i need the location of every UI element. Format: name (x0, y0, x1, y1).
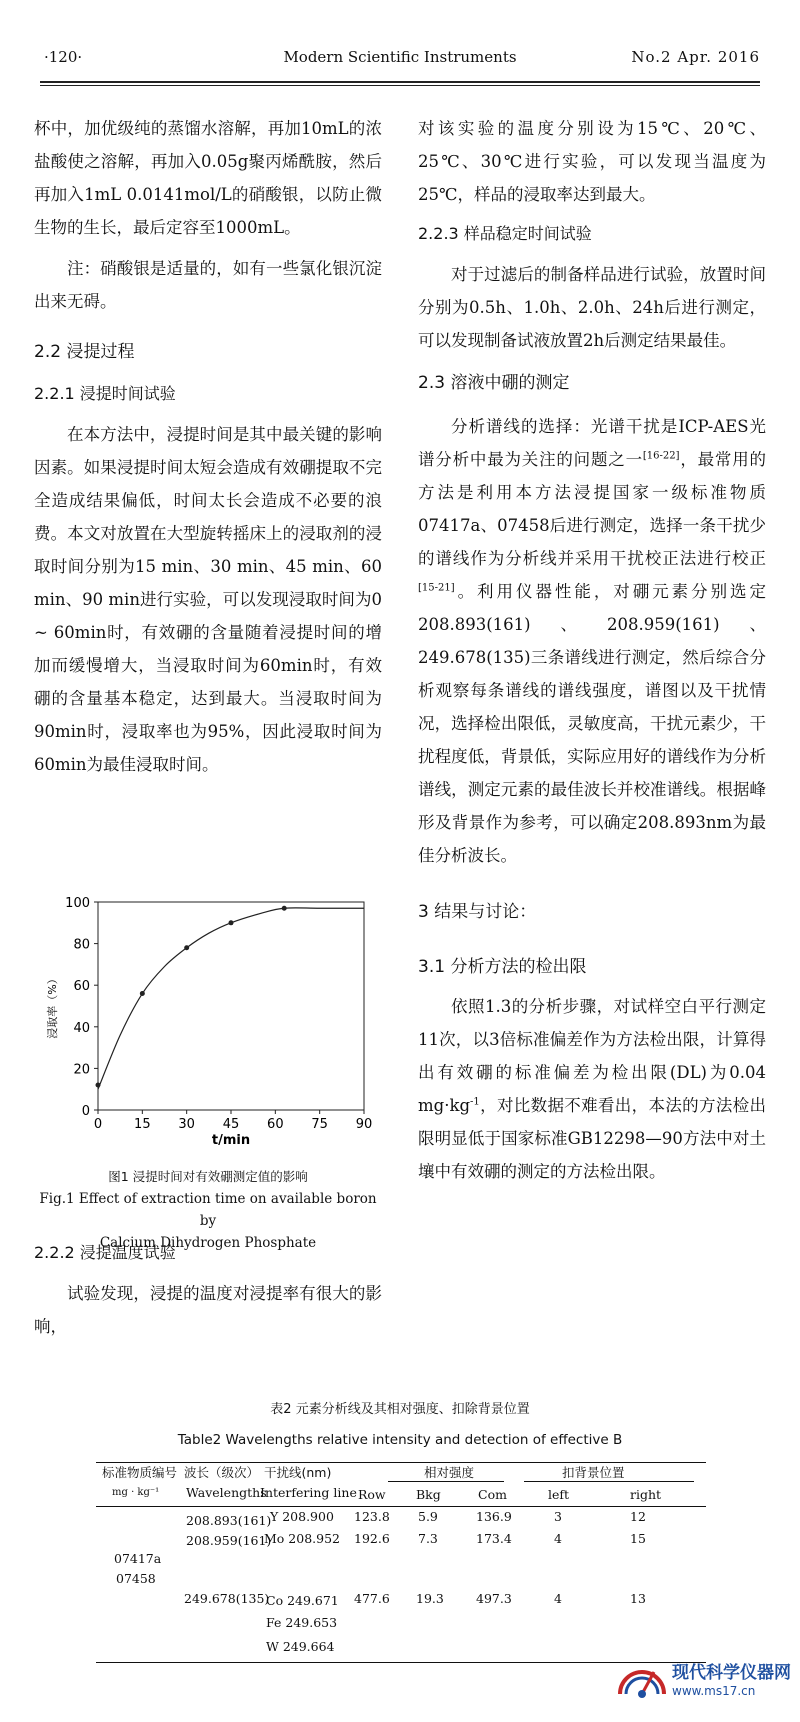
td-row: 123.8 (354, 1509, 390, 1524)
td-bkg: 5.9 (418, 1509, 438, 1524)
figure-caption-en-2: Calcium Dihydrogen Phosphate (99, 1235, 317, 1251)
th-bkg: Bkg (416, 1487, 441, 1502)
td-int: Y 208.900 (270, 1509, 334, 1524)
td-left: 4 (554, 1591, 562, 1606)
td-right: 12 (630, 1509, 646, 1524)
y-tick-label: 60 (73, 979, 90, 995)
header-rule-thick (40, 81, 760, 83)
paragraph (418, 410, 766, 872)
y-tick-label: 80 (73, 937, 90, 953)
y-axis-label: 浸取率（%） (46, 973, 59, 1039)
text-run: 分析谱线的选择：光谱干扰是ICP-AES光谱分析中最为关注的问题之一 (418, 417, 766, 469)
left-column-lower (34, 1236, 382, 1343)
table-top-rule (96, 1462, 706, 1463)
td-int: Mo 208.952 (264, 1531, 340, 1546)
td-com: 136.9 (476, 1509, 512, 1524)
y-tick-label: 40 (73, 1020, 90, 1036)
header-rule-thin (40, 85, 760, 86)
subsection-heading: 2.2.1 浸提时间试验 (34, 384, 176, 403)
x-tick-label: 45 (222, 1117, 240, 1132)
extraction-time-chart (40, 890, 380, 1148)
th-background: 扣背景位置 (562, 1465, 625, 1480)
x-tick-label: 90 (355, 1117, 373, 1132)
x-tick-label: 30 (178, 1117, 195, 1132)
th-row: Row (358, 1487, 386, 1502)
th-right: right (630, 1487, 662, 1502)
th-interfering-cn: 干扰线(nm) (264, 1465, 332, 1480)
gauge-icon (614, 1654, 670, 1710)
text-run: 依照1.3的分析步骤，对试样空白平行测定11次，以3倍标准偏差作为方法检出限，计算得出有效硼的标准偏差为检出限(DL)为0.04 mg·kg (418, 997, 766, 1115)
page-number: ·120· (44, 48, 83, 66)
data-point (184, 945, 189, 950)
paragraph: 杯中，加优级纯的蒸馏水溶解，再加10mL的浓盐酸使之溶解，再加入0.05g聚丙烯酰胺，然后再加入1mL 0.0141mol/L的硝酸银，以防止微生物的生长，最后定容至1000mL。 (34, 119, 382, 237)
x-tick-label: 75 (311, 1117, 328, 1132)
th-std: 标准物质编号 (102, 1465, 178, 1480)
paragraph (418, 990, 766, 1188)
data-point (229, 920, 234, 925)
section-heading: 2.2 浸提过程 (34, 342, 135, 362)
td-int: W 249.664 (266, 1639, 335, 1654)
figure-caption-en-1: Fig.1 Effect of extraction time on available boron by (39, 1191, 377, 1229)
td-right: 15 (630, 1531, 646, 1546)
right-column (418, 112, 766, 1188)
td-left: 4 (554, 1531, 562, 1546)
data-point (140, 991, 145, 996)
paragraph: 对于过滤后的制备样品进行试验，放置时间分别为0.5h、1.0h、2.0h、24h后进行测定，可以发现制备试液放置2h后测定结果最佳。 (418, 265, 766, 350)
left-column (34, 112, 382, 781)
td-int: Co 249.671 (266, 1593, 339, 1608)
paragraph: 在本方法中，浸提时间是其中最关键的影响因素。如果浸提时间太短会造成有效硼提取不完全造成结果偏低，时间太长会造成不必要的浪费。本文对放置在大型旋转摇床上的浸取剂的浸取时间分别为15 min、30 min、45 min、60 min、90 min进行实验，可以发现浸取时间为0 ~ 60min时，有效硼的含量随着浸提时间的增加而缓慢增大，当浸取时间为60min时，有效硼的含量基本稳定，达到最大。当浸取时间为90min时，浸取率也为95%，因此浸取时间为60min为最佳浸取时间。 (34, 425, 382, 774)
citation: [15-21] (418, 582, 455, 594)
td-bkg: 19.3 (416, 1591, 444, 1606)
y-tick-label: 100 (65, 896, 90, 911)
y-tick-label: 20 (73, 1062, 90, 1078)
logo-url: www.ms17.cn (672, 1684, 756, 1698)
text-run: ，最常用的方法是利用本方法浸提国家一级标准物质07417a、07458后进行测定，选择一条干扰少的谱线作为分析线并采用干扰校正法进行校正 (418, 450, 767, 568)
td-wl: 249.678(135) (184, 1591, 270, 1606)
table-header-rule (96, 1506, 706, 1507)
table-caption (40, 1398, 760, 1452)
journal-name: Modern Scientific Instruments (283, 48, 517, 66)
section-heading: 3 结果与讨论： (418, 902, 537, 922)
paragraph: 试验发现，浸提的温度对浸提率有很大的影响， (34, 1284, 382, 1336)
x-tick-label: 15 (134, 1117, 151, 1132)
x-tick-label: 60 (267, 1117, 284, 1132)
page-header (40, 38, 760, 78)
plot-frame (98, 902, 364, 1110)
td-wl: 208.893(161) (186, 1513, 272, 1528)
data-point (282, 906, 287, 911)
citation: [16-22] (642, 450, 680, 462)
text-run: 。利用仪器性能，对硼元素分别选定208.893(161)、208.959(161)、249.678(135)三条谱线进行测定，然后综合分析观察每条谱线的谱线强度，谱图以及干扰情况，选择检出限低，灵敏度高，干扰元素少，干扰程度低，背景低，实际应用好的谱线作为分析谱线，测定元素的最佳波长并校准谱线。根据峰形及背景作为参考，可以确定208.893nm为最佳分析波长。 (418, 582, 766, 865)
subsection-heading: 2.2.2 浸提温度试验 (34, 1243, 176, 1262)
section-heading: 2.3 溶液中硼的测定 (418, 373, 570, 393)
issue-info: No.2 Apr. 2016 (631, 48, 760, 66)
th-std-unit: mg · kg⁻¹ (112, 1487, 160, 1498)
th-wavelength-en: Wavelengths (186, 1485, 267, 1500)
td-right: 13 (630, 1591, 646, 1606)
paragraph: 对该实验的温度分别设为15℃、20℃、25℃、30℃进行实验，可以发现当温度为25℃，样品的浸取率达到最大。 (418, 119, 766, 204)
x-tick-label: 0 (93, 1117, 103, 1132)
series-line (98, 908, 364, 1089)
data-point (96, 1083, 101, 1088)
table-caption-cn: 表2 元素分析线及其相对强度、扣除背景位置 (270, 1402, 530, 1417)
text-run: ，对比数据不难看出，本法的方法检出限明显低于国家标准GB12298—90方法中对土壤中有效硼的测定的方法检出限。 (418, 1096, 766, 1181)
th-left: left (548, 1487, 570, 1502)
figure-caption-cn: 图1 浸提时间对有效硼测定值的影响 (108, 1169, 308, 1184)
td-com: 173.4 (476, 1531, 512, 1546)
td-row: 477.6 (354, 1591, 390, 1606)
section-heading: 3.1 分析方法的检出限 (418, 957, 587, 977)
td-row: 192.6 (354, 1531, 390, 1546)
logo-name: 现代科学仪器网 (672, 1663, 791, 1683)
th-wavelength-cn: 波长（级次） (184, 1465, 260, 1480)
table-caption-en: Table2 Wavelengths relative intensity and detection of effective B (177, 1432, 623, 1448)
paragraph-note: 注：硝酸银是适量的，如有一些氯化银沉淀出来无碍。 (34, 259, 382, 311)
td-std-2: 07458 (116, 1571, 156, 1586)
site-logo (614, 1652, 794, 1712)
td-bkg: 7.3 (418, 1531, 438, 1546)
subsection-heading: 2.2.3 样品稳定时间试验 (418, 224, 592, 243)
td-std-1: 07417a (114, 1551, 162, 1566)
th-relative: 相对强度 (424, 1465, 475, 1480)
y-tick-label: 0 (81, 1104, 90, 1119)
th-com: Com (478, 1487, 507, 1502)
x-axis-label: t/min (211, 1133, 251, 1148)
td-left: 3 (554, 1509, 562, 1524)
td-int: Fe 249.653 (266, 1615, 338, 1630)
th-interfering-en: Interfering line (260, 1485, 357, 1500)
td-com: 497.3 (476, 1591, 512, 1606)
superscript: -1 (470, 1096, 480, 1108)
td-wl: 208.959(161) (186, 1533, 272, 1548)
